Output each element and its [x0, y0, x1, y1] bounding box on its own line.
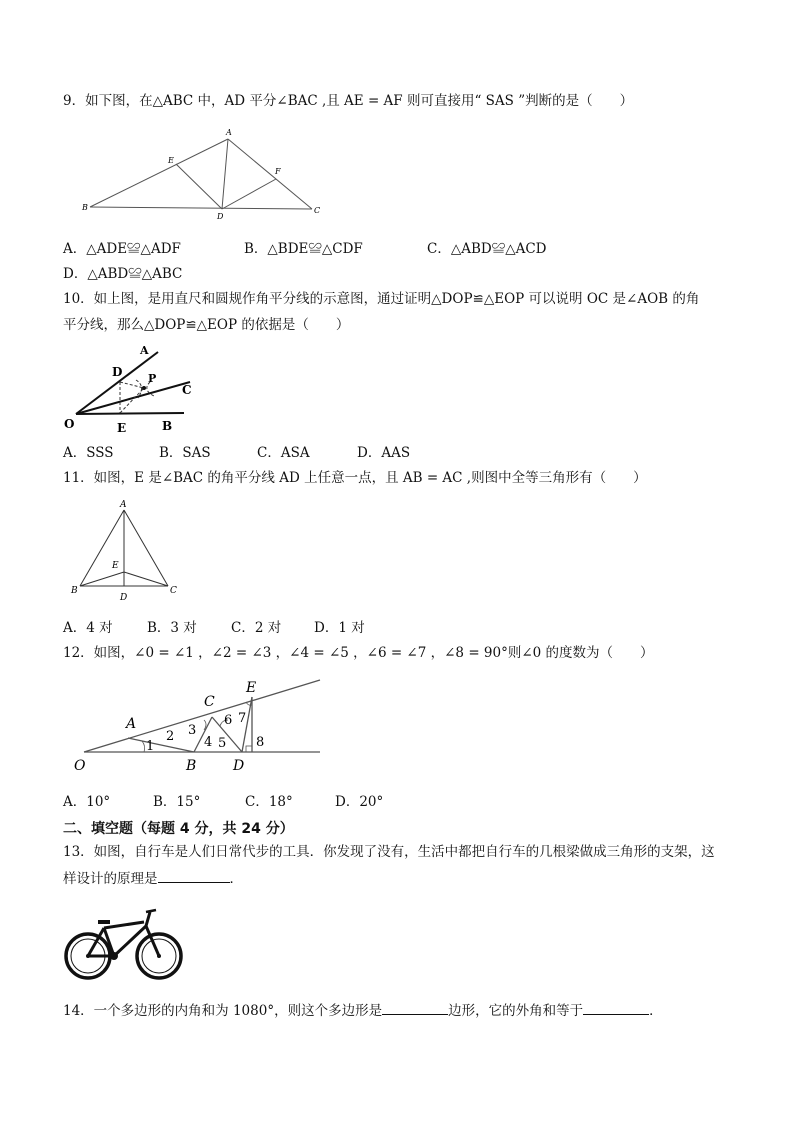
section2-heading: 二、填空题（每题 4 分，共 24 分） — [63, 821, 294, 837]
q10-text-line2: 平分线，那么△DOP≌△EOP 的依据是（ ） — [63, 317, 350, 333]
q9-option-d[interactable]: D．△ABD≌△ABC — [63, 266, 183, 282]
q9-options-row1 — [63, 240, 547, 258]
q12-option-a[interactable]: A．10° — [63, 794, 111, 810]
q14-text-prefix: 14．一个多边形的内角和为 1080°，则这个多边形是 — [63, 1003, 383, 1019]
q9-label-e: E — [168, 156, 174, 165]
q12-option-c[interactable]: C．18° — [245, 794, 293, 810]
q12-angle-3: 3 — [188, 723, 197, 738]
q9-figure — [80, 125, 330, 220]
q11-option-d[interactable]: D．1 对 — [314, 620, 365, 636]
q13-text-prefix: 样设计的原理是 — [63, 871, 158, 887]
q10-text-line1: 10．如上图，是用直尺和圆规作角平分线的示意图，通过证明△DOP≌△EOP 可以说明 OC 是∠AOB 的角 — [63, 291, 700, 307]
q11-options — [63, 619, 365, 637]
q13-answer-blank[interactable] — [158, 868, 230, 883]
q13-text-line2 — [63, 868, 243, 888]
q10-option-b[interactable]: B．SAS — [159, 445, 211, 461]
q10-label-p: P — [148, 372, 157, 385]
q11-label-d: D — [120, 593, 128, 603]
q10-options — [63, 444, 410, 462]
q12-label-a: A — [126, 716, 137, 732]
q10-label-b: B — [162, 419, 173, 433]
q12-text: 12．如图，∠0 = ∠1 ，∠2 = ∠3 ，∠4 = ∠5 ，∠6 = ∠7 ，∠8 = 90°则∠0 的度数为（ ） — [63, 645, 654, 661]
q11-text: 11．如图，E 是∠BAC 的角平分线 AD 上任意一点，且 AB = AC ,则图中全等三角形有（ ） — [63, 470, 647, 486]
q9-option-a[interactable]: A．△ADE≌△ADF — [63, 241, 181, 257]
q12-angle-6: 6 — [224, 713, 233, 728]
q10-figure — [62, 340, 197, 435]
q12-label-c: C — [204, 694, 215, 710]
q14-answer-blank-2[interactable] — [583, 1000, 649, 1015]
q10-option-d[interactable]: D．AAS — [357, 445, 411, 461]
q12-angle-2: 2 — [166, 729, 175, 744]
q14-text — [63, 1000, 663, 1020]
q12-option-b[interactable]: B．15° — [153, 794, 201, 810]
q11-label-c: C — [170, 586, 177, 596]
q12-options — [63, 793, 383, 811]
q12-label-d: D — [233, 758, 245, 774]
q9-option-b[interactable]: B．△BDE≌△CDF — [244, 241, 363, 257]
q10-label-c: C — [182, 383, 192, 397]
q14-text-middle: 边形，它的外角和等于 — [448, 1003, 584, 1019]
q12-label-e: E — [246, 680, 257, 696]
q10-label-o: O — [64, 417, 75, 431]
q9-options-row2 — [63, 265, 182, 283]
q14-answer-blank-1[interactable] — [382, 1000, 448, 1015]
q11-option-a[interactable]: A．4 对 — [63, 620, 113, 636]
q12-angle-1: 1 — [146, 739, 155, 754]
q10-label-d: D — [112, 365, 123, 379]
q12-angle-4: 4 — [204, 735, 213, 750]
q9-text: 9．如下图，在△ABC 中，AD 平分∠BAC ,且 AE = AF 则可直接用“ SAS ”判断的是（ ） — [63, 93, 634, 109]
q9-option-c[interactable]: C．△ABD≌△ACD — [427, 241, 547, 257]
q11-option-b[interactable]: B．3 对 — [147, 620, 197, 636]
q13-text-suffix: ． — [229, 871, 243, 887]
q10-label-e: E — [117, 421, 127, 435]
q9-label-f: F — [275, 167, 281, 176]
q11-option-c[interactable]: C．2 对 — [231, 620, 282, 636]
q13-text-line1: 13．如图，自行车是人们日常代步的工具．你发现了没有，生活中都把自行车的几根梁做成三角形的支架，这 — [63, 844, 715, 860]
q9-label-b: B — [82, 203, 88, 212]
q11-figure — [68, 496, 188, 606]
q12-angle-7: 7 — [238, 711, 247, 726]
q10-label-a: A — [140, 344, 149, 357]
q12-label-b: B — [186, 758, 197, 774]
q12-angle-8: 8 — [256, 735, 265, 750]
q9-label-c: C — [314, 206, 321, 215]
q9-label-a: A — [226, 128, 232, 137]
q12-option-d[interactable]: D．20° — [335, 794, 384, 810]
q11-label-a: A — [120, 500, 127, 510]
q12-figure — [70, 672, 325, 777]
bicycle-image — [62, 906, 186, 984]
q12-label-o: O — [74, 758, 86, 774]
q12-angle-5: 5 — [218, 736, 227, 751]
q11-label-e: E — [112, 561, 119, 571]
q11-label-b: B — [71, 586, 78, 596]
q9-label-d: D — [217, 212, 224, 220]
q10-option-c[interactable]: C．ASA — [257, 445, 310, 461]
q14-text-suffix: ． — [649, 1003, 663, 1019]
q10-option-a[interactable]: A．SSS — [63, 445, 114, 461]
